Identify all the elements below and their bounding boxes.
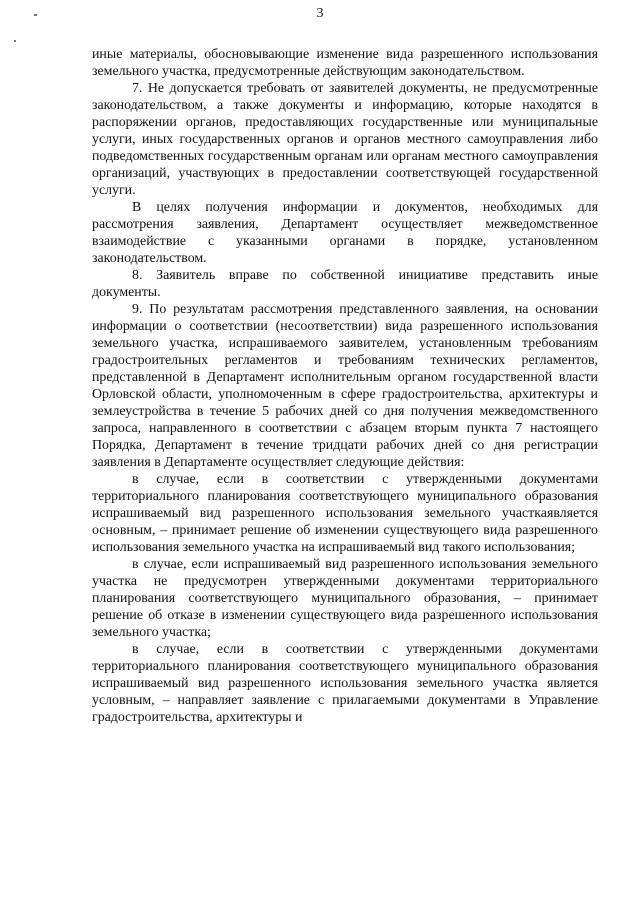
paragraph-item-9: 9. По результатам рассмотрения представленного заявления, на основании информации о соответствии (несоответствии) вида разрешенного использования земельного участка, испрашиваемого заявителем, установленным требованиям градостроительных регламентов и требованиям технических регламентов, представленной в Департамент исполнительным органом государственной власти Орловской области, уполномоченным в сфере градостроительства, архитектуры и землеустройства в течение 5 рабочих дней со дня получения межведомственного запроса, направленного в соответствии с абзацем вторым пункта 7 настоящего Порядка, Департамент в течение тридцати рабочих дней со дня регистрации заявления в Департаменте осуществляет следующие действия: (92, 302, 598, 470)
paragraph-interagency: В целях получения информации и документов, необходимых для рассмотрения заявления, Департамент осуществляет межведомственное взаимодействие с указанными органами в порядке, установленном законодательством. (92, 200, 598, 266)
paragraph-case-conditional: в случае, если в соответствии с утвержденными документами территориального планирования соответствующего муниципального образования испрашиваемый вид разрешенного использования земельного участка является условным, – направляет заявление с прилагаемыми документами в Управление градостроительства, архитектуры и (92, 642, 598, 725)
paragraph-case-main: в случае, если в соответствии с утвержденными документами территориального планирования соответствующего муниципального образования испрашиваемый вид разрешенного использования земельного участкаявляется основным, – принимает решение об изменении существующего вида разрешенного использования земельного участка на испрашиваемый вид такого использования; (92, 472, 598, 555)
page-number: 3 (316, 6, 324, 21)
document-body (92, 46, 598, 726)
scan-mark-left (14, 40, 16, 42)
paragraph-item-8: 8. Заявитель вправе по собственной инициативе представить иные документы. (92, 268, 598, 300)
scan-mark-top-left (34, 14, 37, 16)
paragraph-case-refusal: в случае, если испрашиваемый вид разрешенного использования земельного участка не предусмотрен утвержденными документами территориального планирования соответствующего муниципального образования, – принимает решение об отказе в изменении существующего вида разрешенного использования земельного участка; (92, 557, 598, 640)
paragraph-item-7: 7. Не допускается требовать от заявителей документы, не предусмотренные законодательством, а также документы и информацию, которые находятся в распоряжении органов, предоставляющих государственные или муниципальные услуги, иных государственных органов и органов местного самоуправления либо подведомственных государственным органам или органам местного самоуправления организаций, участвующих в предоставлении соответствующей государственной услуги. (92, 81, 598, 198)
paragraph-continuation: иные материалы, обосновывающие изменение вида разрешенного использования земельного участка, предусмотренные действующим законодательством. (92, 47, 598, 79)
